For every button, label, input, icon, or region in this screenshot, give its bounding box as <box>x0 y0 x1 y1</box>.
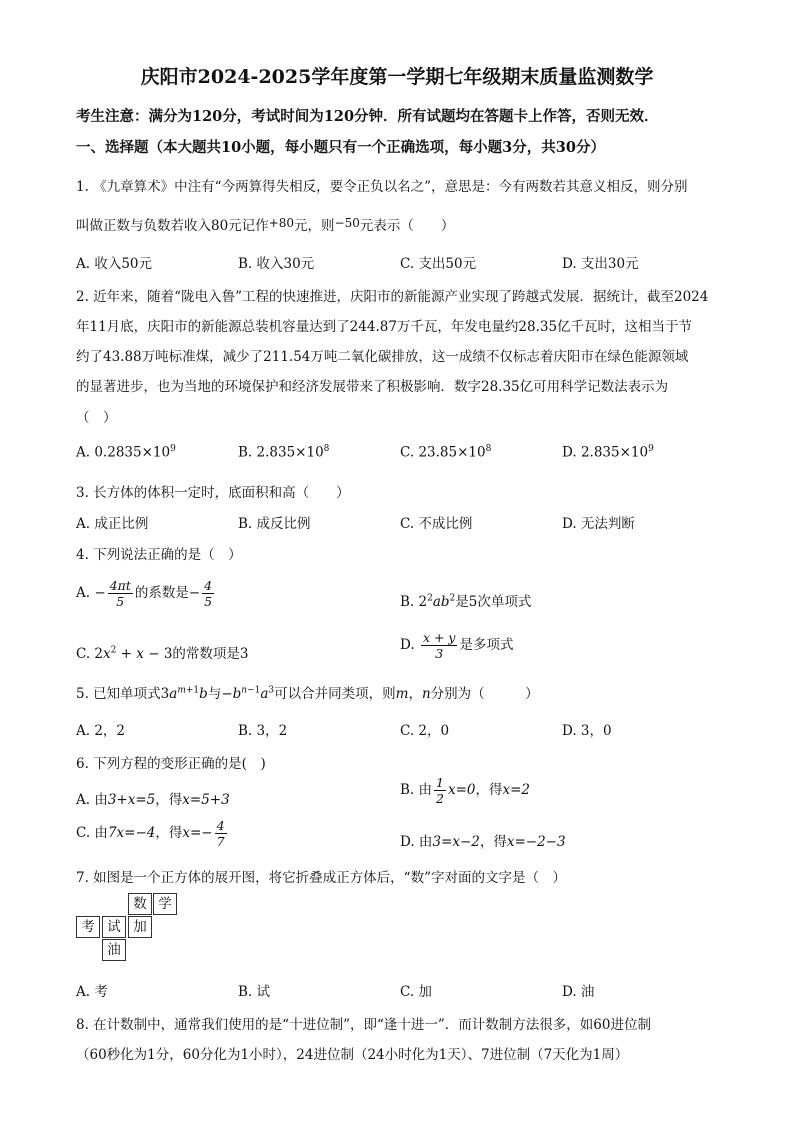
question-6-option-d[interactable]: D. 由3=x−2，得x=−2−3 <box>400 834 566 850</box>
question-1-option-b[interactable]: B. 收入30元 <box>238 256 315 272</box>
cube-net-cell: 试 <box>102 916 126 938</box>
question-5-text: 5. 已知单项式$3a^{m+1}b$与$-b^{n-1}a^3$可以合并同类项，则m，n分别为（ ） <box>76 685 539 702</box>
question-2-option-d[interactable]: D. $2.835\times 10^9$ <box>562 444 654 461</box>
question-8-line-2: （60秒化为1分，60分化为1小时），24进位制（24小时化为1天）、7进位制（7天化为1周） <box>76 1047 629 1063</box>
page-title: 庆阳市2024-2025学年度第一学期七年级期末质量监测数学 <box>140 66 654 88</box>
question-6-text: 6. 下列方程的变形正确的是( ) <box>76 756 266 772</box>
question-2-line-5: （ ） <box>76 410 117 426</box>
cube-net-cell: 数 <box>128 893 152 915</box>
question-3-option-b[interactable]: B. 成反比例 <box>238 516 311 532</box>
question-1-option-c[interactable]: C. 支出50元 <box>400 256 477 272</box>
question-2-option-c[interactable]: C. $23.85\times 10^8$ <box>400 444 492 461</box>
question-1-line-1: 1. 《九章算术》中注有“今两算得失相反，要令正负以名之”，意思是：今有两数若其意义相反，则分别 <box>76 179 688 195</box>
cube-net-cell: 加 <box>128 916 152 938</box>
cube-net-cell: 学 <box>153 893 177 915</box>
question-5-option-a[interactable]: A. 2，2 <box>76 723 126 739</box>
question-1-option-d[interactable]: D. 支出30元 <box>562 256 639 272</box>
question-5-option-c[interactable]: C. 2，0 <box>400 723 450 739</box>
question-3-text: 3. 长方体的体积一定时，底面积和高（ ） <box>76 485 350 501</box>
question-4-option-c[interactable]: C. $2x^2 + x - 3$的常数项是3 <box>76 645 249 662</box>
question-7-option-b[interactable]: B. 试 <box>238 984 271 1000</box>
question-2-line-4: 的显著进步，也为当地的环境保护和经济发展带来了积极影响．数字28.35亿可用科学记数法表示为 <box>76 379 669 395</box>
question-4-option-d[interactable]: D. $\frac{x + y}{3}$ 是多项式 <box>400 630 514 661</box>
question-8-line-1: 8. 在计数制中，通常我们使用的是“十进位制”，即“逢十进一”．而计数制方法很多，如60进位制 <box>76 1017 651 1033</box>
question-1-line-2: 叫做正数与负数若收入80元记作+80元，则−50元表示（ ） <box>76 216 455 234</box>
cube-net-cell: 油 <box>102 939 126 961</box>
question-2-line-2: 年11月底，庆阳市的新能源总装机容量达到了244.87万千瓦，年发电量约28.35亿千瓦时，这相当于节 <box>76 319 693 335</box>
question-4-option-b[interactable]: B. $2^2ab^2$是5次单项式 <box>400 593 532 610</box>
question-4-text: 4. 下列说法正确的是（ ） <box>76 547 242 563</box>
question-5-option-b[interactable]: B. 3，2 <box>238 723 288 739</box>
question-3-option-a[interactable]: A. 成正比例 <box>76 516 149 532</box>
question-3-option-d[interactable]: D. 无法判断 <box>562 516 635 532</box>
question-4-option-a[interactable]: A. − $\frac{4\pi t}{5}$ 的系数是− $\frac{4}{5}$ <box>76 578 213 609</box>
question-6-option-c[interactable]: C. 由7x=−4，得x=− $\frac{4}{7}$ <box>76 818 225 849</box>
question-2-line-1: 2. 近年来，随着“陇电入鲁”工程的快速推进，庆阳市的新能源产业实现了跨越式发展．据统计，截至2024 <box>76 289 709 305</box>
question-7-option-a[interactable]: A. 考 <box>76 984 108 1000</box>
question-7-text: 7. 如图是一个正方体的展开图，将它折叠成正方体后，“数”字对面的文字是（ ） <box>76 870 566 886</box>
question-6-option-a[interactable]: A. 由3+x=5，得x=5+3 <box>76 792 230 808</box>
question-3-option-c[interactable]: C. 不成比例 <box>400 516 473 532</box>
question-1-option-a[interactable]: A. 收入50元 <box>76 256 153 272</box>
question-2-option-b[interactable]: B. $2.835\times 10^8$ <box>238 444 330 461</box>
exam-notice: 考生注意：满分为120分，考试时间为120分钟．所有试题均在答题卡上作答，否则无效． <box>76 108 659 125</box>
question-7-option-d[interactable]: D. 油 <box>562 984 595 1000</box>
question-5-option-d[interactable]: D. 3，0 <box>562 723 612 739</box>
cube-net-cell: 考 <box>76 916 100 938</box>
section-heading: 一、选择题（本大题共10小题，每小题只有一个正确选项，每小题3分，共30分） <box>76 139 605 156</box>
question-7-option-c[interactable]: C. 加 <box>400 984 432 1000</box>
question-6-option-b[interactable]: B. 由 $\frac{1}{2}$ x=0，得x=2 <box>400 775 530 806</box>
question-2-line-3: 约了43.88万吨标准煤，减少了211.54万吨二氧化碳排放，这一成绩不仅标志着庆阳市在绿色能源领域 <box>76 349 689 365</box>
question-2-option-a[interactable]: A. $0.2835\times 10^9$ <box>76 444 176 461</box>
